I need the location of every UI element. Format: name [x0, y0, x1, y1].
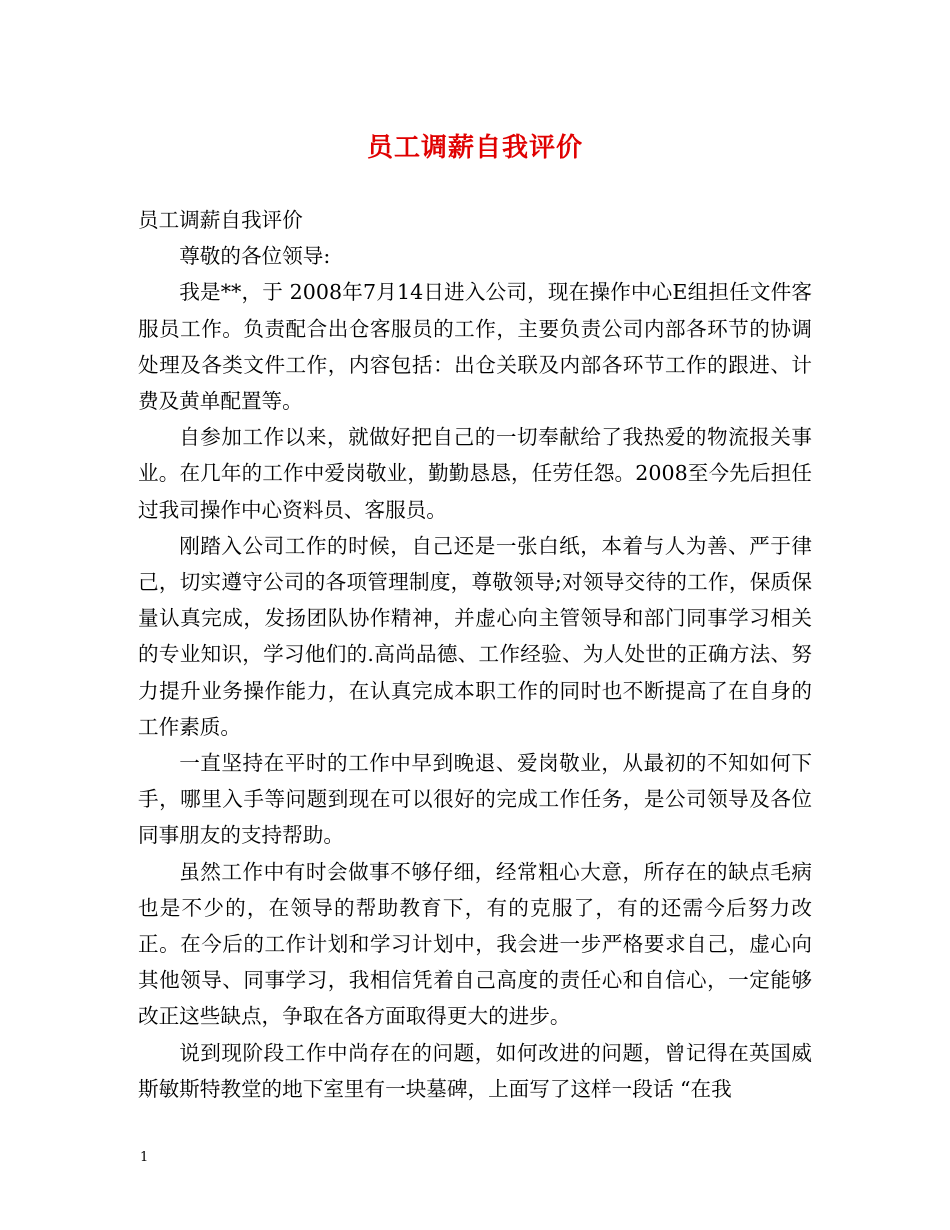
paragraph-learning: 刚踏入公司工作的时候，自己还是一张白纸，本着与人为善、严于律己，切实遵守公司的各项管理制度，尊敬领导;对领导交待的工作，保质保量认真完成，发扬团队协作精神，并虚心向主管领导和部门同事学习相关的专业知识，学习他们的.高尚品德、工作经验、为人处世的正确方法、努力提升业务操作能力，在认真完成本职工作的同时也不断提高了在自身的工作素质。	[138, 533, 812, 739]
salutation: 尊敬的各位领导:	[179, 244, 331, 269]
paragraph-intro: 我是**，于 2008年7月14日进入公司，现在操作中心E组担任文件客服员工作。负责配合出仓客服员的工作，主要负责公司内部各环节的协调处理及各类文件工作，内容包括：出仓关联及内部各环节工作的跟进、计费及黄单配置等。	[138, 280, 812, 414]
page-number: 1	[140, 1150, 149, 1165]
document-title: 员工调薪自我评价	[366, 133, 583, 163]
paragraph-improvement: 虽然工作中有时会做事不够仔细，经常粗心大意，所存在的缺点毛病也是不少的，在领导的帮助教育下，有的克服了，有的还需今后努力改正。在今后的工作计划和学习计划中，我会进一步严格要求自己，虚心向其他领导、同事学习，我相信凭着自己高度的责任心和自信心，一定能够改正这些缺点，争取在各方面取得更大的进步。	[138, 859, 812, 1029]
paragraph-diligence: 一直坚持在平时的工作中早到晚退、爱岗敬业，从最初的不知如何下手，哪里入手等问题到现在可以很好的完成工作任务，是公司领导及各位同事朋友的支持帮助。	[138, 751, 812, 848]
paragraph-dedication: 自参加工作以来，就做好把自己的一切奉献给了我热爱的物流报关事业。在几年的工作中爱岗敬业，勤勤恳恳，任劳任怨。2008至今先后担任过我司操作中心资料员、客服员。	[138, 425, 812, 522]
document-body	[138, 202, 812, 1107]
body-heading: 员工调薪自我评价	[138, 208, 303, 232]
paragraph-problems: 说到现阶段工作中尚存在的问题，如何改进的问题，曾记得在英国威斯敏斯特教堂的地下室里有一块墓碑，上面写了这样一段话 “在我	[138, 1040, 812, 1101]
